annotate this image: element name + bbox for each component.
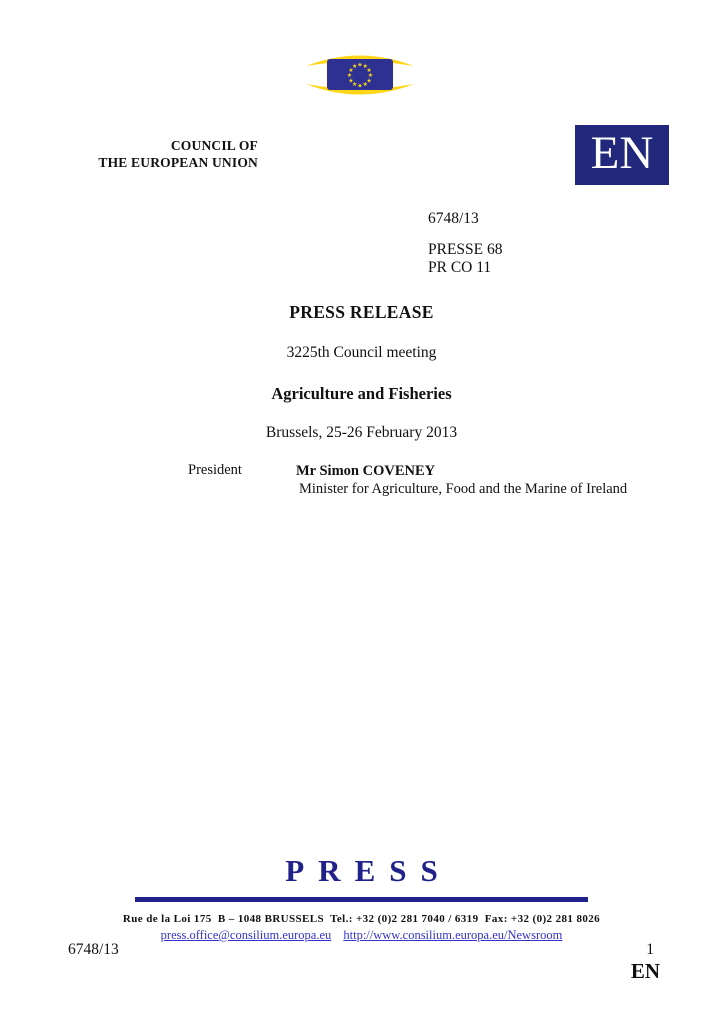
org-name (60, 137, 258, 171)
svg-text:★: ★ (362, 81, 368, 89)
place-and-date: Brussels, 25-26 February 2013 (265, 424, 458, 441)
pr-co-number: PR CO 11 (428, 259, 492, 276)
svg-text:★: ★ (348, 66, 354, 74)
newsroom-url-link[interactable]: http://www.consilium.europa.eu/Newsroom (343, 928, 563, 942)
svg-text:★: ★ (362, 62, 368, 70)
svg-text:★: ★ (352, 62, 358, 70)
svg-text:★: ★ (352, 81, 358, 89)
svg-text:★: ★ (346, 72, 353, 79)
meeting-number: 3225th Council meeting (286, 344, 437, 361)
document-references (428, 210, 503, 277)
footer-language-code: EN (630, 959, 660, 983)
doc-number: 6748/13 (428, 210, 479, 227)
press-office-email-link[interactable]: press.office@consilium.europa.eu (160, 928, 332, 942)
council-configuration: Agriculture and Fisheries (271, 384, 452, 403)
president-block (296, 462, 627, 498)
language-badge: EN (575, 125, 669, 185)
org-name-line1: COUNCIL OF (170, 138, 258, 153)
president-label: President (188, 462, 242, 478)
footer-doc-number: 6748/13 (68, 941, 119, 958)
council-eu-logo (304, 47, 416, 111)
president-name: Mr Simon COVENEY (296, 463, 436, 479)
press-banner: PRESS (285, 853, 452, 888)
svg-text:★: ★ (348, 77, 354, 85)
press-banner-rule (135, 897, 588, 902)
footer-page-number: 1 (646, 941, 654, 958)
org-name-line2: THE EUROPEAN UNION (98, 155, 258, 170)
footer-address: Rue de la Loi 175 B – 1048 BRUSSELS Tel.: +32 (0)2 281 7040 / 6319 Fax: +32 (0)2 281 8026 (122, 913, 601, 925)
svg-text:★: ★ (367, 72, 374, 79)
svg-text:★: ★ (357, 61, 363, 69)
svg-text:★: ★ (357, 82, 363, 90)
svg-text:★: ★ (366, 66, 372, 74)
president-role: Minister for Agriculture, Food and the Marine of Ireland (299, 481, 628, 497)
presse-number: PRESSE 68 (428, 241, 503, 258)
press-release-title: PRESS RELEASE (289, 302, 434, 322)
svg-text:★: ★ (366, 77, 372, 85)
